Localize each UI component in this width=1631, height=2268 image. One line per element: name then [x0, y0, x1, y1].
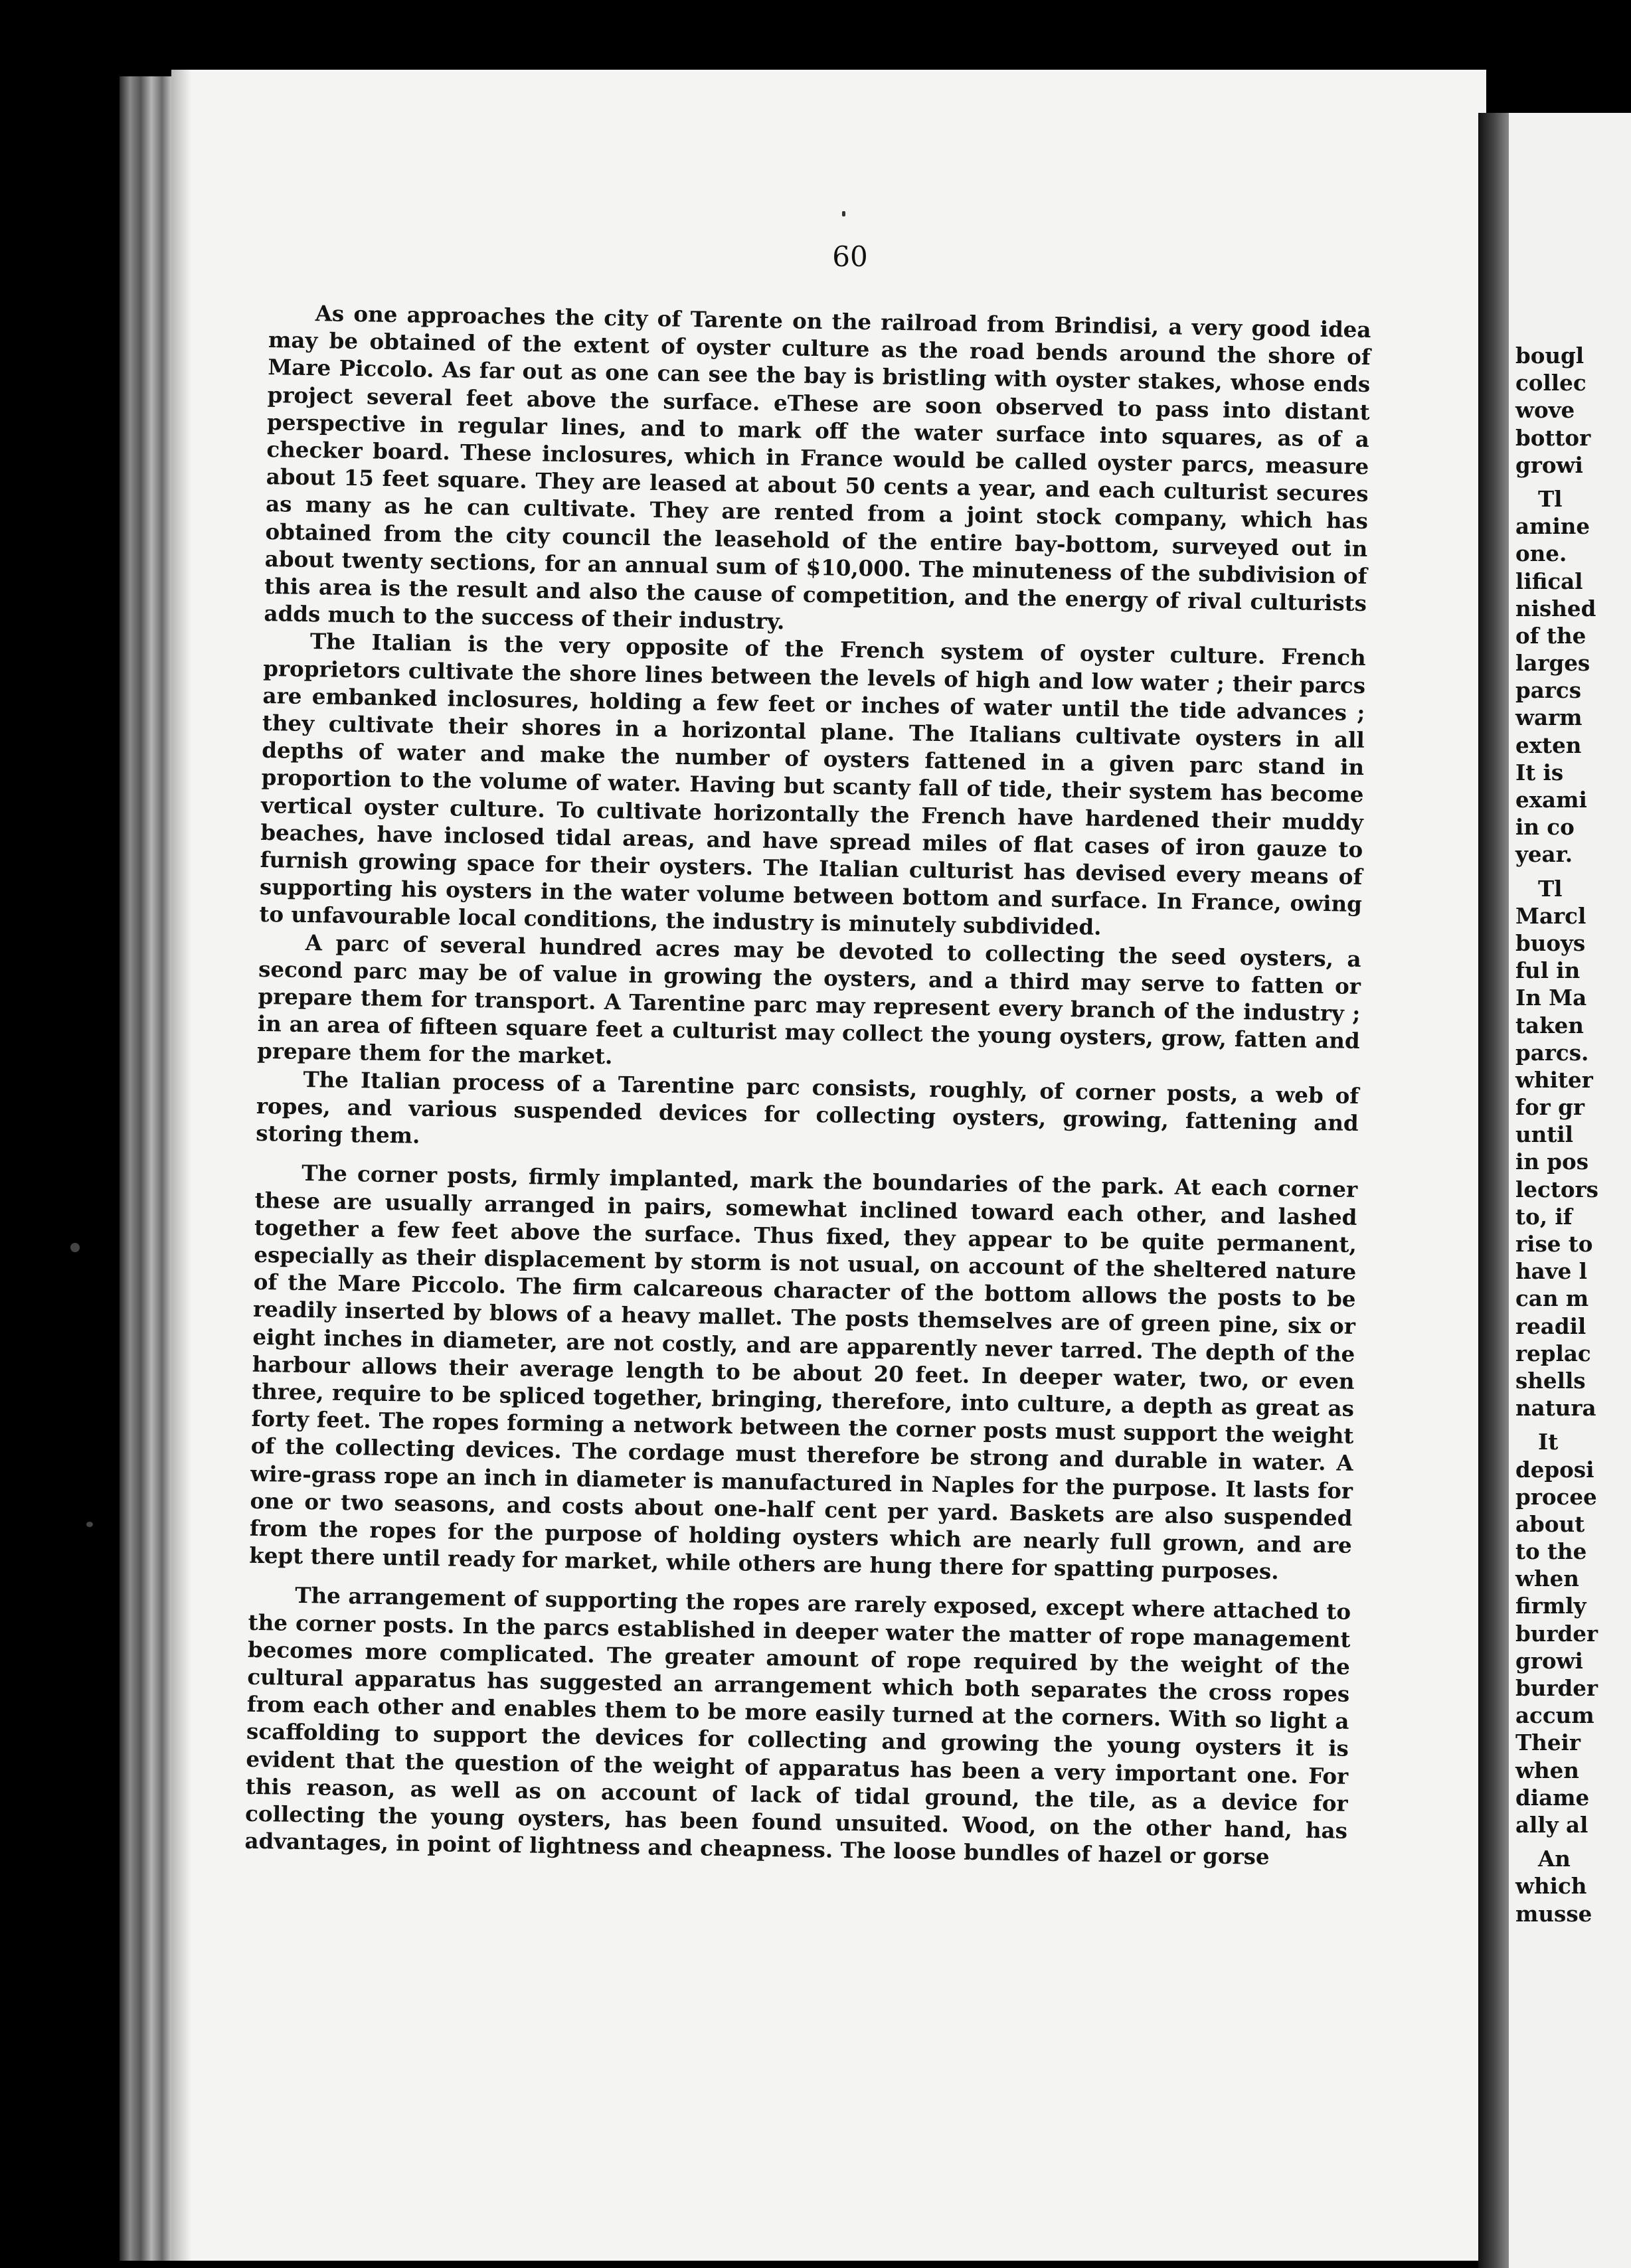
facing-page-line: bottor [1515, 424, 1591, 451]
facing-page-line: musse [1515, 1900, 1592, 1927]
facing-page-line: exten [1515, 732, 1582, 758]
facing-page-line: bougl [1515, 343, 1585, 368]
facing-page-line: when [1515, 1757, 1579, 1783]
facing-page-line: ful in [1515, 957, 1581, 984]
paragraph: The arrangement of supporting the ropes are rarely exposed, except where attached to the corner posts. In the parcs established in deeper water the matter of rope management becomes more complicated. The greater amount of rope required by the weight of the cultural apparatus has suggested an arrangement which both separates the cross ropes from each other and enables them to be more easily turned at the corners. With so light a scaffolding to support the devices for collecting and growing the young oysters it is evident that the question of the weight of apparatus has been a very important one. For this reason, as well as on account of lack of tidal ground, the tile, as a device for collecting the young oysters, has been found unsuited. Wood, on the other hand, has advantages, in point of lightness and cheapness. The loose bundles of hazel or gorse [244, 1582, 1351, 1870]
facing-page-line: It [1538, 1429, 1559, 1455]
paragraph: The Italian process of a Tarentine parc consists, roughly, of corner posts, a web of ropes, and various suspended devices for collecting oysters, growing, fattening and storing them. [255, 1066, 1359, 1149]
facing-page-line: until [1515, 1121, 1573, 1148]
facing-page-line: accum [1515, 1702, 1594, 1729]
facing-page-line: It is [1515, 759, 1564, 785]
page-gutter-shadow [171, 70, 191, 2261]
page-number: 60 [832, 240, 868, 273]
printer-mark [842, 211, 845, 216]
facing-page-line: growi [1515, 1647, 1583, 1674]
facing-page-line: replac [1515, 1340, 1591, 1366]
facing-page-line: buoys [1515, 930, 1586, 956]
facing-page-line: ally al [1515, 1811, 1588, 1838]
facing-page-line: one. [1515, 540, 1567, 567]
facing-page-line: Tl [1538, 875, 1563, 902]
facing-page-line: firmly [1515, 1593, 1587, 1619]
facing-page-line: have l [1515, 1258, 1587, 1285]
facing-page-line: burder [1515, 1675, 1598, 1701]
facing-page-line: Marcl [1515, 902, 1587, 929]
facing-page-line: rise to [1515, 1231, 1593, 1257]
facing-page-line: can m [1515, 1285, 1589, 1312]
facing-page-line: growi [1515, 451, 1583, 478]
facing-page-line: parcs [1515, 677, 1581, 704]
facing-page-line: in pos [1515, 1149, 1588, 1175]
facing-page-line: of the [1515, 622, 1587, 649]
facing-page-line: which [1515, 1873, 1587, 1900]
paragraph: As one approaches the city of Tarente on the railroad from Brindisi, a very good idea may be obtained of the extent of oyster culture as the road bends around the shore of Mare Piccolo. As far out as one can see the bay is bristling with oyster stakes, whose ends project several feet above the surface. eThese are soon observed to pass into distant perspective in regular lines, and to mark off the water surface into squares, as of a checker board. These inclosures, which in France would be called oyster parcs, measure about 15 feet square. They are leased at about 50 cents a year, and each culturist secures as many as he can cultivate. They are rented from a joint stock company, which has obtained from the city council the leasehold of the entire bay-bottom, surveyed out in about twenty sections, for an annual sum of $10,000. The minuteness of the subdivision of this area is the result and also the cause of competition, and the energy of rival culturists adds much to the success of their industry. [264, 300, 1371, 635]
book-binding [120, 76, 173, 2261]
facing-page-line: to, if [1515, 1203, 1573, 1230]
facing-page-line: exami [1515, 787, 1587, 813]
facing-page [1509, 113, 1631, 2268]
facing-page-line: taken [1515, 1012, 1584, 1038]
facing-page-line: to the [1515, 1538, 1587, 1565]
paragraph: The corner posts, firmly implanted, mark the boundaries of the park. At each corner these are usually arranged in pairs, somewhat inclined toward each other, and lashed together a few feet above the surface. Thus fixed, they appear to be quite permanent, especially as their displacement by storm is not usual, on account of the sheltered nature of the Mare Piccolo. The firm calcareous character of the bottom allows the posts to be readily inserted by blows of a heavy mallet. The posts themselves are of green pine, six or eight inches in diameter, are not costly, and are apparently never tarred. The depth of the harbour allows their average length to be about 20 feet. In deeper water, two, or even three, require to be spliced together, bringing, therefore, into culture, a depth as great as forty feet. The ropes forming a network between the corner posts must support the weight of the collecting devices. The cordage must therefore be strong and durable in water. A wire-grass rope an inch in diameter is manufactured in Naples for the purpose. It lasts for one or two seasons, and costs about one-half cent per yard. Baskets are also suspended from the ropes for the purpose of holding oysters which are nearly full grown, and are kept there until ready for market, while others are hung there for spatting purposes. [248, 1160, 1358, 1585]
facing-page-line: warm [1515, 704, 1583, 731]
facing-page-line: in co [1515, 814, 1575, 841]
facing-page-line: nished [1515, 595, 1596, 621]
facing-page-line: amine [1515, 513, 1590, 540]
facing-page-line: readil [1515, 1313, 1587, 1339]
facing-page-line: year. [1515, 841, 1573, 868]
facing-page-line: lectors [1515, 1176, 1598, 1202]
scan-speck [70, 1243, 80, 1252]
scan-speck [86, 1522, 93, 1527]
facing-page-edge [1478, 113, 1509, 2268]
facing-page-line: An [1538, 1846, 1571, 1872]
facing-page-line: Tl [1538, 485, 1563, 512]
facing-page-line: parcs. [1515, 1039, 1589, 1066]
facing-page-line: when [1515, 1566, 1579, 1592]
facing-page-line: diame [1515, 1784, 1590, 1811]
facing-page-line: natura [1515, 1395, 1596, 1421]
facing-page-line: about [1515, 1510, 1585, 1537]
facing-page-line: In Ma [1515, 985, 1587, 1011]
paragraph: A parc of several hundred acres may be devoted to collecting the seed oysters, a second parc may be of value in growing the oysters, and a third may serve to fatten or prepare them for transport. A Tarentine parc may represent every branch of the industry ; in an area of fifteen square feet a culturist may collect the young oysters, grow, fatten and prepare them for the market. [256, 929, 1361, 1070]
facing-page-line: for gr [1515, 1094, 1585, 1121]
facing-page-line: larges [1515, 650, 1590, 677]
facing-page-line: Their [1515, 1730, 1581, 1756]
facing-page-line: procee [1515, 1483, 1597, 1510]
facing-page-line: deposi [1515, 1456, 1594, 1483]
page-body [244, 299, 1371, 1872]
paragraph: The Italian is the very opposite of the French system of oyster culture. French proprietors cultivate the shore lines between the levels of high and low water ; their parcs are embanked inclosures, holding a few feet or inches of water until the tide advances ; they cultivate their shores in a horizontal plane. The Italians cultivate oysters in all depths of water and make the number of oysters fattened in a given parc stand in proportion to the volume of water. Having but scanty fall of tide, their system has become vertical oyster culture. To cultivate horizontally the French have hardened their muddy beaches, have inclosed tidal areas, and have spread miles of flat cases of iron gauze to furnish growing space for their oysters. The Italian culturist has devised every means of supporting his oysters in the water volume between bottom and surface. In France, owing to unfavourable local conditions, the industry is minutely subdivided. [259, 628, 1367, 941]
facing-page-line: wove [1515, 397, 1575, 424]
facing-page-line: lifical [1515, 568, 1583, 594]
facing-page-line: collec [1515, 370, 1587, 396]
facing-page-line: whiter [1515, 1066, 1593, 1093]
facing-page-line: burder [1515, 1620, 1598, 1647]
facing-page-line: shells [1515, 1367, 1586, 1394]
facing-page-text [1515, 342, 1631, 1927]
